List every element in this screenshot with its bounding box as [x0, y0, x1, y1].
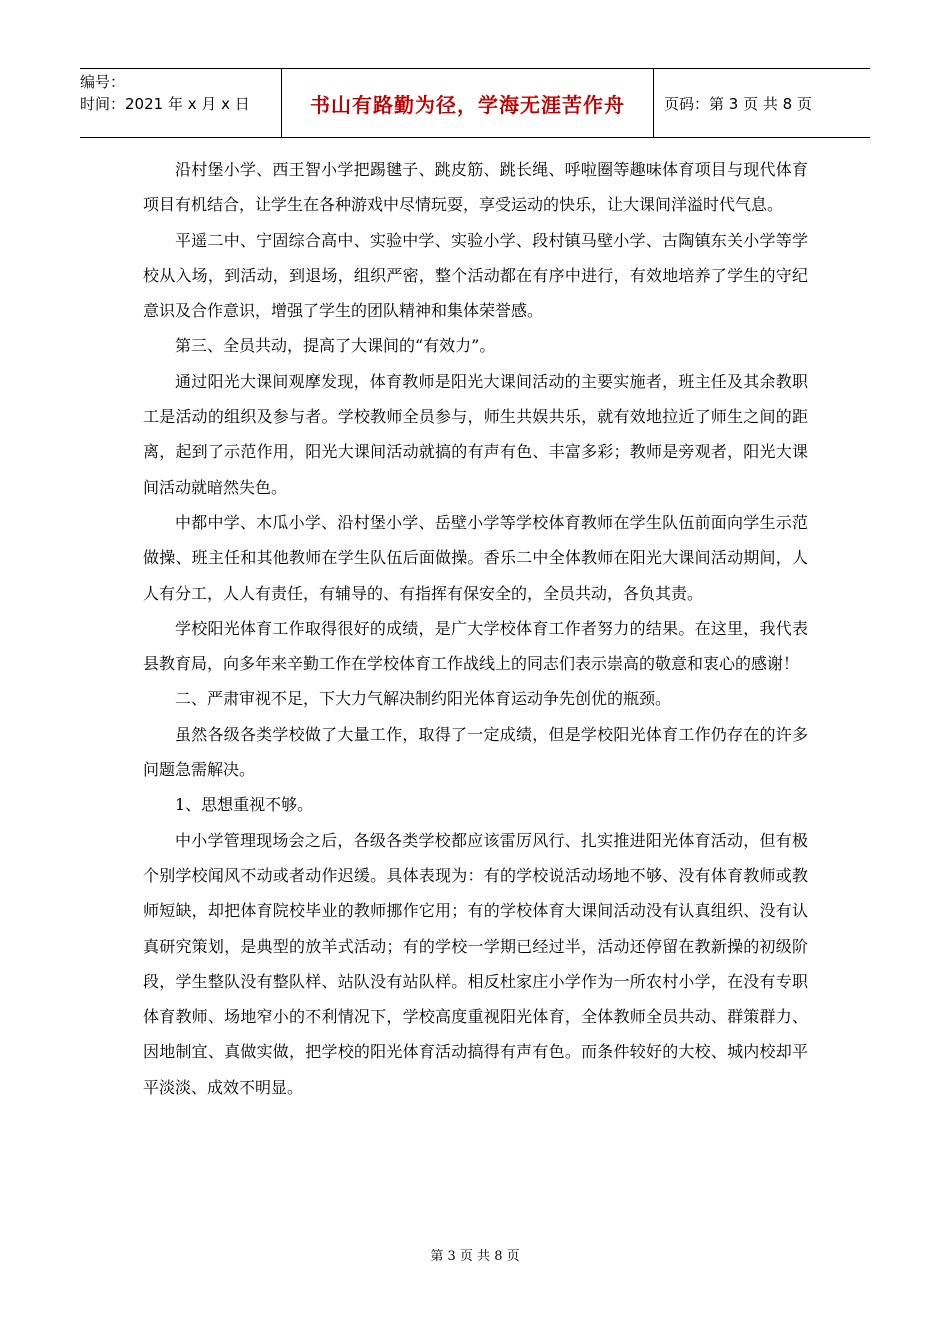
paragraph: 虽然各级各类学校做了大量工作，取得了一定成绩，但是学校阳光体育工作仍存在的许多问题急需解决。 [143, 724, 808, 780]
page-footer: 第 3 页 共 8 页 [430, 1249, 520, 1264]
header-meta [80, 69, 282, 137]
section-heading: 第三、全员共动，提高了大课间的“有效力”。 [175, 336, 496, 356]
paragraph: 学校阳光体育工作取得很好的成绩，是广大学校体育工作者努力的结果。在这里，我代表县教育局，向多年来辛勤工作在学校体育工作战线上的同志们表示崇高的敬意和衷心的感谢！ [143, 618, 808, 674]
section-heading: 二、严肃审视不足，下大力气解决制约阳光体育运动争先创优的瓶颈。 [175, 689, 672, 709]
page-header [80, 68, 870, 138]
header-motto: 书山有路勤为径，学海无涯苦作舟 [282, 69, 654, 137]
section-heading: 1、思想重视不够。 [175, 795, 314, 815]
document-body [143, 152, 808, 1105]
paragraph: 沿村堡小学、西王智小学把踢毽子、跳皮筋、跳长绳、呼啦圈等趣味体育项目与现代体育项目有机结合，让学生在各种游戏中尽情玩耍，享受运动的快乐，让大课间洋溢时代气息。 [143, 160, 808, 215]
paragraph: 平遥二中、宁固综合高中、实验中学、实验小学、段村镇马壁小学、古陶镇东关小学等学校从入场，到活动，到退场，组织严密，整个活动都在有序中进行，有效地培养了学生的守纪意识及合作意识，增强了学生的团队精神和集体荣誉感。 [143, 230, 808, 321]
paragraph: 通过阳光大课间观摩发现，体育教师是阳光大课间活动的主要实施者，班主任及其余教职工是活动的组织及参与者。学校教师全员参与，师生共娱共乐，就有效地拉近了师生之间的距离，起到了示范作用，阳光大课间活动就搞的有声有色、丰富多彩；教师是旁观者，阳光大课间活动就暗然失色。 [143, 371, 808, 497]
paragraph: 中小学管理现场会之后，各级各类学校都应该雷厉风行、扎实推进阳光体育活动，但有极个别学校闻风不动或者动作迟缓。具体表现为：有的学校说活动场地不够、没有体育教师或教师短缺，却把体育院校毕业的教师挪作它用；有的学校体育大课间活动没有认真组织、没有认真研究策划，是典型的放羊式活动；有的学校一学期已经过半，活动还停留在教新操的初级阶段，学生整队没有整队样、站队没有站队样。相反杜家庄小学作为一所农村小学，在没有专职体育教师、场地窄小的不利情况下，学校高度重视阳光体育，全体教师全员共动、群策群力、因地制宜、真做实做，把学校的阳光体育活动搞得有声有色。而条件较好的大校、城内校却平平淡淡、成效不明显。 [143, 830, 808, 1097]
number-label: 编号： [80, 73, 126, 91]
paragraph: 中都中学、木瓜小学、沿村堡小学、岳壁小学等学校体育教师在学生队伍前面向学生示范做操、班主任和其他教师在学生队伍后面做操。香乐二中全体教师在阳光大课间活动期间，人人有分工，人人有责任，有辅导的、有指挥有保安全的，全员共动，各负其责。 [143, 512, 808, 603]
header-page-label: 页码：第 3 页 共 8 页 [664, 94, 812, 113]
date-label: 时间：2021 年 x 月 x 日 [80, 95, 250, 113]
